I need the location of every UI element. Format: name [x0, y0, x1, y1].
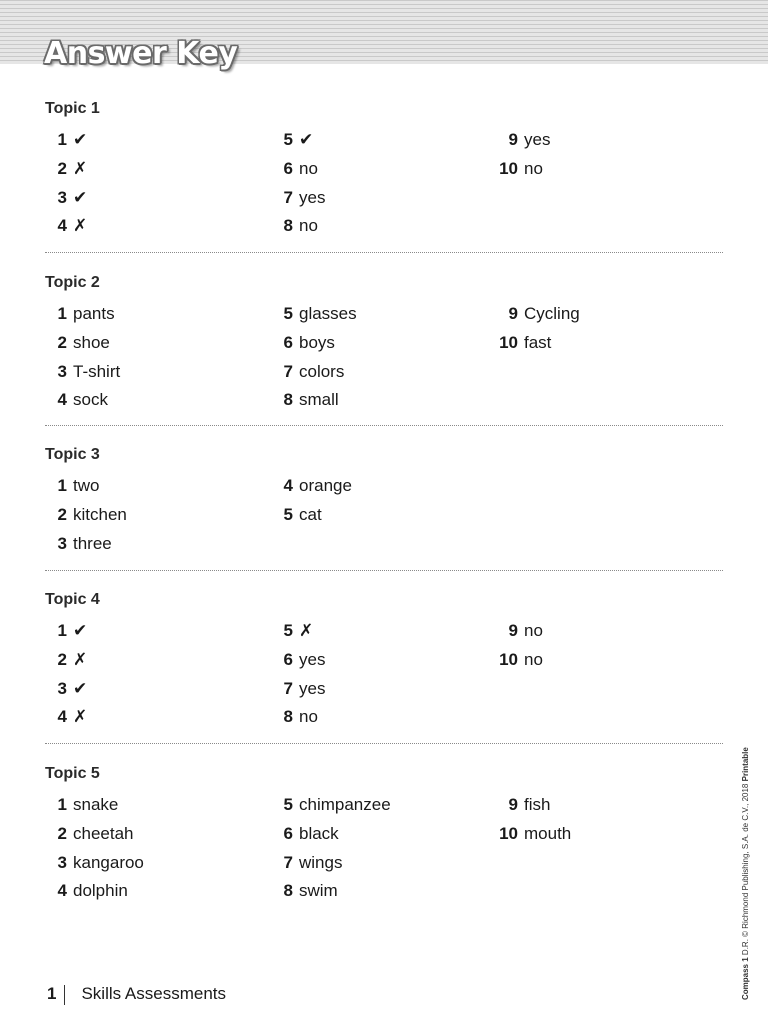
topic-1 [45, 98, 723, 237]
answer-item [496, 126, 550, 155]
series-name: Compass 1 [741, 957, 750, 1000]
question-number: 5 [283, 795, 293, 814]
answer-item [45, 877, 144, 906]
answer-item [45, 386, 120, 415]
answer-text: pants [73, 304, 115, 323]
answer-item [271, 849, 391, 878]
answer-item [496, 155, 550, 184]
cross-mark-icon: ✗ [299, 621, 314, 641]
answer-text: black [299, 823, 339, 843]
answer-item [271, 877, 391, 906]
question-number: 8 [283, 707, 293, 727]
answer-text: yes [524, 130, 551, 149]
answer-text: wings [299, 852, 343, 872]
question-number: 1 [57, 795, 67, 814]
question-number: 10 [499, 332, 518, 352]
topic-2 [45, 272, 723, 410]
check-mark-icon: ✔ [299, 130, 314, 150]
answer-item [45, 849, 144, 878]
copyright-note [741, 747, 750, 1000]
question-number: 2 [57, 332, 67, 352]
question-number: 1 [57, 621, 67, 640]
question-number: 3 [57, 533, 67, 553]
answer-column [496, 617, 543, 675]
question-number: 5 [283, 304, 293, 323]
footer-divider [64, 985, 65, 1005]
answer-text: chimpanzee [299, 795, 391, 814]
answer-text: kitchen [73, 504, 127, 524]
question-number: 4 [283, 476, 293, 495]
answer-item [271, 472, 352, 501]
topic-heading: Topic 4 [45, 591, 100, 608]
question-number: 8 [283, 881, 293, 901]
question-number: 3 [57, 187, 67, 207]
answer-item [271, 646, 325, 675]
answer-text: no [524, 158, 543, 178]
question-number: 4 [57, 707, 67, 727]
answer-text: shoe [73, 332, 110, 352]
answer-item [271, 184, 325, 213]
answer-text: dolphin [73, 881, 128, 901]
answer-text: sock [73, 390, 108, 410]
topic-heading: Topic 2 [45, 274, 100, 291]
answer-item [271, 820, 391, 849]
answer-item [45, 530, 127, 559]
question-number: 2 [57, 504, 67, 524]
answer-text: yes [299, 678, 326, 698]
answer-column [45, 617, 87, 732]
answer-text: two [73, 476, 100, 495]
answer-text: fish [524, 795, 551, 814]
answer-item [271, 329, 357, 358]
answer-item [271, 501, 352, 530]
section-title: Skills Assessments [81, 984, 227, 1003]
answer-column [496, 126, 550, 184]
question-number: 6 [283, 332, 293, 352]
cross-mark-icon: ✗ [73, 707, 88, 728]
answer-text: glasses [299, 304, 357, 323]
answer-item [271, 126, 325, 155]
answer-column [271, 126, 325, 241]
question-number: 7 [283, 678, 293, 698]
answer-item [45, 184, 87, 213]
cross-mark-icon: ✗ [73, 216, 88, 237]
answer-item [45, 472, 127, 501]
answer-column [496, 300, 580, 358]
answer-item [496, 646, 543, 675]
answer-text: yes [299, 649, 326, 669]
page-footer [47, 983, 226, 1005]
question-number: 3 [57, 678, 67, 698]
answer-item [45, 820, 144, 849]
question-number: 7 [283, 361, 293, 381]
question-number: 1 [57, 476, 67, 495]
topic-4 [45, 589, 723, 728]
answer-item [45, 617, 87, 646]
question-number: 2 [57, 158, 67, 178]
answer-text: kangaroo [73, 852, 144, 872]
answer-item [271, 703, 325, 732]
question-number: 10 [499, 823, 518, 843]
question-number: 4 [57, 216, 67, 236]
answer-text: cheetah [73, 823, 134, 843]
question-number: 10 [499, 649, 518, 669]
topic-heading: Topic 1 [45, 100, 100, 117]
check-mark-icon: ✔ [73, 621, 88, 641]
cross-mark-icon: ✗ [73, 649, 88, 670]
answer-item [45, 300, 120, 329]
answer-item [45, 358, 120, 387]
answer-item [271, 212, 325, 241]
section-divider [45, 743, 723, 744]
answer-item [271, 300, 357, 329]
check-mark-icon: ✔ [73, 678, 88, 699]
question-number: 2 [57, 649, 67, 669]
copyright-text: D.R. © Richmond Publishing, S.A. de C.V., 2018 [741, 783, 750, 956]
answer-item [496, 617, 543, 646]
question-number: 9 [508, 304, 518, 323]
answer-column [271, 300, 357, 415]
answer-text: no [524, 621, 543, 640]
answer-item [271, 617, 325, 646]
topic-heading: Topic 3 [45, 446, 100, 463]
answer-item [45, 329, 120, 358]
answer-item [271, 675, 325, 704]
question-number: 6 [283, 158, 293, 178]
topic-5 [45, 763, 723, 901]
answer-text: snake [73, 795, 119, 814]
answer-text: boys [299, 332, 335, 352]
cross-mark-icon: ✗ [73, 158, 88, 179]
question-number: 5 [283, 621, 293, 640]
answer-text: no [299, 158, 318, 178]
question-number: 4 [57, 390, 67, 410]
question-number: 3 [57, 361, 67, 381]
answer-column [45, 300, 120, 415]
question-number: 9 [508, 621, 518, 640]
section-divider [45, 252, 723, 253]
question-number: 10 [499, 158, 518, 178]
check-mark-icon: ✔ [73, 187, 88, 208]
answer-item [45, 675, 87, 704]
answer-text: orange [299, 476, 352, 495]
answer-column [45, 126, 87, 241]
answer-text: no [299, 216, 318, 236]
question-number: 1 [57, 304, 67, 323]
answer-item [271, 386, 357, 415]
answer-text: no [524, 649, 543, 669]
question-number: 5 [283, 130, 293, 149]
answer-item [496, 329, 580, 358]
answer-item [45, 501, 127, 530]
question-number: 8 [283, 216, 293, 236]
answer-item [496, 791, 571, 820]
answer-item [45, 703, 87, 732]
answer-item [45, 155, 87, 184]
answer-text: swim [299, 881, 338, 901]
answer-text: mouth [524, 823, 572, 843]
answer-text: three [73, 533, 112, 553]
answer-text: Cycling [524, 304, 580, 323]
answer-column [271, 472, 352, 530]
printable-label: Printable [741, 747, 750, 782]
question-number: 9 [508, 795, 518, 814]
answer-text: colors [299, 361, 345, 381]
answer-item [496, 300, 580, 329]
question-number: 9 [508, 130, 518, 149]
answer-text: no [299, 707, 318, 727]
answer-text: yes [299, 187, 326, 207]
answer-column [271, 617, 325, 732]
question-number: 6 [283, 649, 293, 669]
question-number: 1 [57, 130, 67, 149]
answer-text: cat [299, 504, 322, 524]
answer-column [496, 791, 571, 849]
answer-column [271, 791, 391, 906]
question-number: 4 [57, 881, 67, 901]
question-number: 8 [283, 390, 293, 410]
answer-item [45, 212, 87, 241]
question-number: 2 [57, 823, 67, 843]
question-number: 5 [283, 504, 293, 524]
question-number: 7 [283, 187, 293, 207]
section-divider [45, 425, 723, 426]
answer-item [271, 155, 325, 184]
answer-text: T-shirt [73, 361, 121, 381]
answer-item [271, 791, 391, 820]
question-number: 3 [57, 852, 67, 872]
answer-item [45, 646, 87, 675]
answer-item [45, 126, 87, 155]
question-number: 6 [283, 823, 293, 843]
topic-heading: Topic 5 [45, 765, 100, 782]
answer-column [45, 791, 144, 906]
answer-item [45, 791, 144, 820]
answer-item [271, 358, 357, 387]
check-mark-icon: ✔ [73, 130, 88, 150]
topic-3 [45, 444, 723, 553]
page-title: Answer Key [44, 36, 238, 71]
answer-column [45, 472, 127, 558]
answer-text: fast [524, 332, 552, 352]
question-number: 7 [283, 852, 293, 872]
page-number: 1 [47, 984, 57, 1003]
section-divider [45, 570, 723, 571]
answer-item [496, 820, 571, 849]
answer-text: small [299, 390, 339, 410]
